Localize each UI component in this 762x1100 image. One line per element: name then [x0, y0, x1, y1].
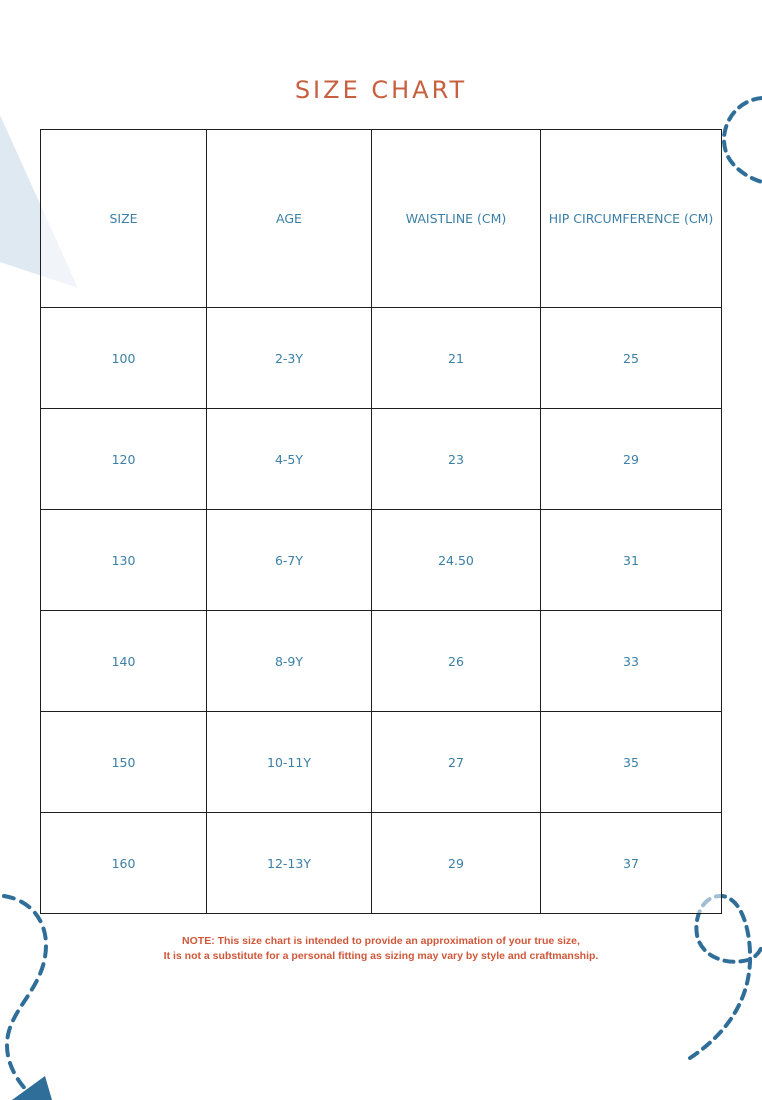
dashed-loop-bottom-right: [690, 896, 762, 1058]
cell-size: 130: [41, 510, 207, 611]
cell-size: 150: [41, 712, 207, 813]
dashed-curve-top-right: [724, 98, 762, 182]
cell-age: 4-5Y: [207, 409, 372, 510]
cell-hip: 37: [541, 813, 722, 914]
header-waistline: WAISTLINE (CM): [372, 130, 541, 308]
table-row: [41, 611, 722, 712]
page-title: SIZE CHART: [294, 76, 468, 104]
cell-waistline: 24.50: [372, 510, 541, 611]
cell-size: 120: [41, 409, 207, 510]
cell-age: 8-9Y: [207, 611, 372, 712]
cell-hip: 35: [541, 712, 722, 813]
table-header-row: [41, 130, 722, 308]
header-size: SIZE: [41, 130, 207, 308]
cell-waistline: 27: [372, 712, 541, 813]
note-line-2: It is not a substitute for a personal fitting as sizing may vary by style and craftmanship.: [163, 950, 599, 962]
size-chart-table: [40, 129, 722, 914]
cell-waistline: 29: [372, 813, 541, 914]
cell-size: 140: [41, 611, 207, 712]
cell-hip: 31: [541, 510, 722, 611]
table-row: [41, 409, 722, 510]
cell-hip: 29: [541, 409, 722, 510]
cell-age: 2-3Y: [207, 308, 372, 409]
cell-hip: 33: [541, 611, 722, 712]
table-row: [41, 308, 722, 409]
cell-size: 100: [41, 308, 207, 409]
header-hip-circumference: HIP CIRCUMFERENCE (CM): [541, 130, 722, 308]
cell-waistline: 23: [372, 409, 541, 510]
cell-waistline: 26: [372, 611, 541, 712]
cell-hip: 25: [541, 308, 722, 409]
table-row: [41, 712, 722, 813]
dashed-curve-bottom-left: [4, 896, 46, 1092]
cell-age: 6-7Y: [207, 510, 372, 611]
cell-size: 160: [41, 813, 207, 914]
cell-age: 12-13Y: [207, 813, 372, 914]
header-age: AGE: [207, 130, 372, 308]
cell-age: 10-11Y: [207, 712, 372, 813]
table-row: [41, 510, 722, 611]
sizing-note: [0, 934, 762, 964]
cell-waistline: 21: [372, 308, 541, 409]
note-line-1: NOTE: This size chart is intended to provide an approximation of your true size,: [182, 935, 580, 947]
table-row: [41, 813, 722, 914]
